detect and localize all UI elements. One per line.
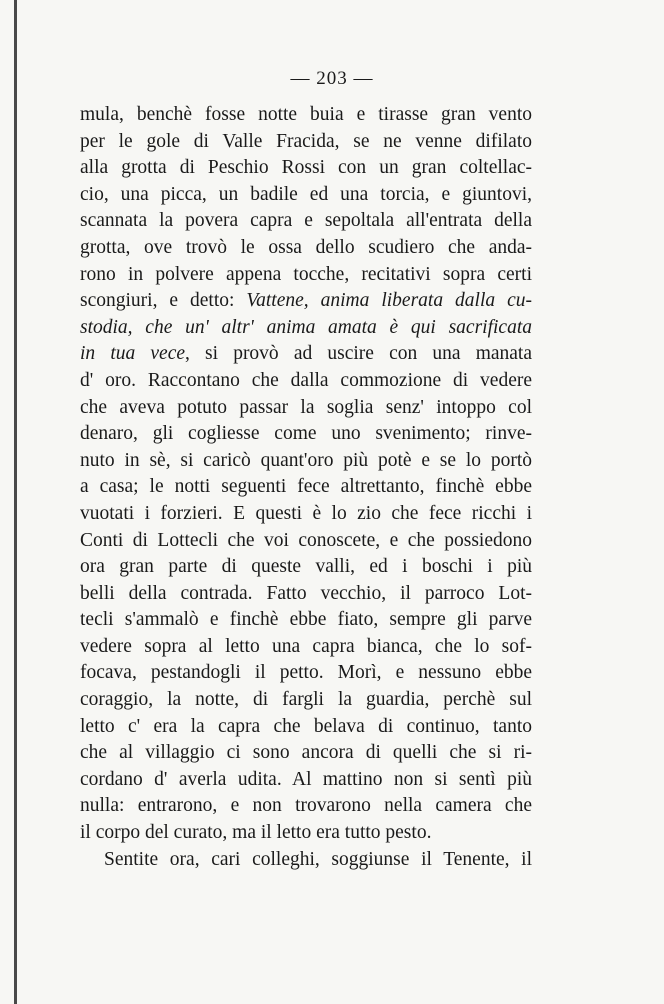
text-line: nulla: entrarono, e non trovarono nella camera che <box>80 795 532 817</box>
text-line: grotta, ove trovò le ossa dello scudiero che anda- <box>80 236 532 258</box>
text-line: alla grotta di Peschio Rossi con un gran coltellac- <box>80 157 532 179</box>
text-line: cio, una picca, un badile ed una torcia, e giuntovi, <box>80 183 532 205</box>
text-line: letto c' era la capra che belava di continuo, tanto <box>80 715 532 737</box>
text-segment: , si provò ad uscire con una manata <box>185 343 532 365</box>
text-line: belli della contrada. Fatto vecchio, il parroco Lot- <box>80 582 532 604</box>
text-line: coraggio, la notte, di fargli la guardia, perchè sul <box>80 689 532 711</box>
text-line: Conti di Lottecli che voi conoscete, e che possiedono <box>80 529 532 551</box>
text-line: a casa; le notti seguenti fece altrettanto, finchè ebbe <box>80 476 532 498</box>
text-line <box>80 341 532 368</box>
text-line: il corpo del curato, ma il letto era tutto pesto. <box>80 822 432 844</box>
text-line: scannata la povera capra e sepoltala all'entrata della <box>80 210 532 232</box>
italic-text: stodia, che un' altr' anima amata è qui sacrificata <box>80 316 532 338</box>
italic-text: Vattene, anima liberata dalla cu- <box>246 290 532 312</box>
text-line: mula, benchè fosse notte buia e tirasse gran vento <box>80 104 532 125</box>
text-line: vuotati i forzieri. E questi è lo zio che fece ricchi i <box>80 502 532 524</box>
body-text <box>80 102 532 873</box>
text-line: che aveva potuto passar la soglia senz' intoppo col <box>80 396 532 418</box>
italic-text: in tua vece <box>80 343 186 365</box>
text-segment: scongiuri, e detto: <box>80 290 247 312</box>
page-number: — 203 — <box>290 68 374 89</box>
text-line: Sentite ora, cari colleghi, soggiunse il Tenente, il <box>104 848 532 870</box>
text-line: che al villaggio ci sono ancora di quelli che si ri- <box>80 742 532 764</box>
text-line: vedere sopra al letto una capra bianca, che lo sof- <box>80 635 532 657</box>
page-binding-edge <box>14 0 17 1004</box>
text-line <box>80 288 532 315</box>
text-line: d' oro. Raccontano che dalla commozione di vedere <box>80 369 532 391</box>
text-line: tecli s'ammalò e finchè ebbe fiato, sempre gli parve <box>80 609 532 631</box>
text-line: cordano d' averla udita. Al mattino non si sentì più <box>80 768 532 790</box>
text-line: denaro, gli cogliesse come uno svenimento; rinve- <box>80 423 532 445</box>
text-line: ora gran parte di queste valli, ed i boschi i più <box>80 556 532 578</box>
text-line: rono in polvere appena tocche, recitativi sopra certi <box>80 263 532 285</box>
text-line <box>80 315 532 342</box>
text-line: focava, pestandogli il petto. Morì, e nessuno ebbe <box>80 662 532 684</box>
text-line: per le gole di Valle Fracida, se ne venne difilato <box>80 130 532 152</box>
text-line: nuto in sè, si caricò quant'oro più potè e se lo portò <box>80 449 532 471</box>
